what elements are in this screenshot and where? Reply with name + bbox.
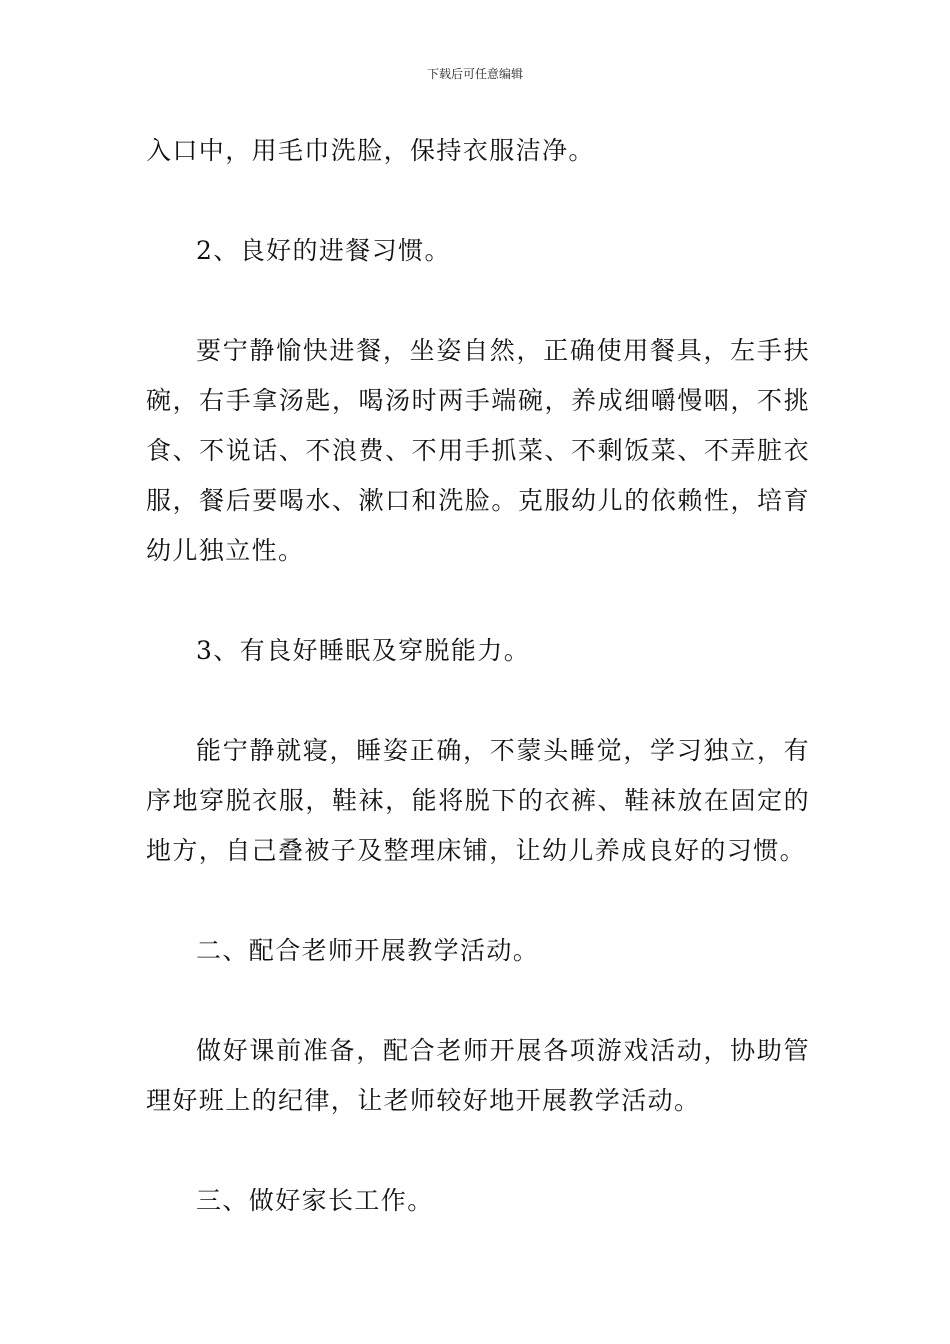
heading-teaching-activities: 二、配合老师开展教学活动。 <box>196 936 540 965</box>
heading-parent-work: 三、做好家长工作。 <box>196 1186 434 1215</box>
heading-sleep-dressing: 3、有良好睡眠及穿脱能力。 <box>196 636 531 665</box>
paragraph-sleep-dressing: 能宁静就寝，睡姿正确，不蒙头睡觉，学习独立，有序地穿脱衣服，鞋袜，能将脱下的衣裤、鞋袜放在固定的地方，自己叠被子及整理床铺，让幼儿养成良好的习惯。 <box>146 736 810 865</box>
paragraph-eating-habits: 要宁静愉快进餐，坐姿自然，正确使用餐具，左手扶碗，右手拿汤匙，喝汤时两手端碗，养成细嚼慢咽，不挑食、不说话、不浪费、不用手抓菜、不剩饭菜、不弄脏衣服，餐后要喝水、漱口和洗脸。克服幼儿的依赖性，培育幼儿独立性。 <box>146 336 810 565</box>
paragraph-teaching-activities: 做好课前准备，配合老师开展各项游戏活动，协助管理好班上的纪律，让老师较好地开展教学活动。 <box>146 1036 810 1115</box>
page-header: 下载后可任意编辑 <box>426 67 523 81</box>
paragraph-continuation: 入口中，用毛巾洗脸，保持衣服洁净。 <box>146 136 595 165</box>
document-body <box>146 126 810 1226</box>
heading-eating-habits: 2、良好的进餐习惯。 <box>196 236 451 265</box>
